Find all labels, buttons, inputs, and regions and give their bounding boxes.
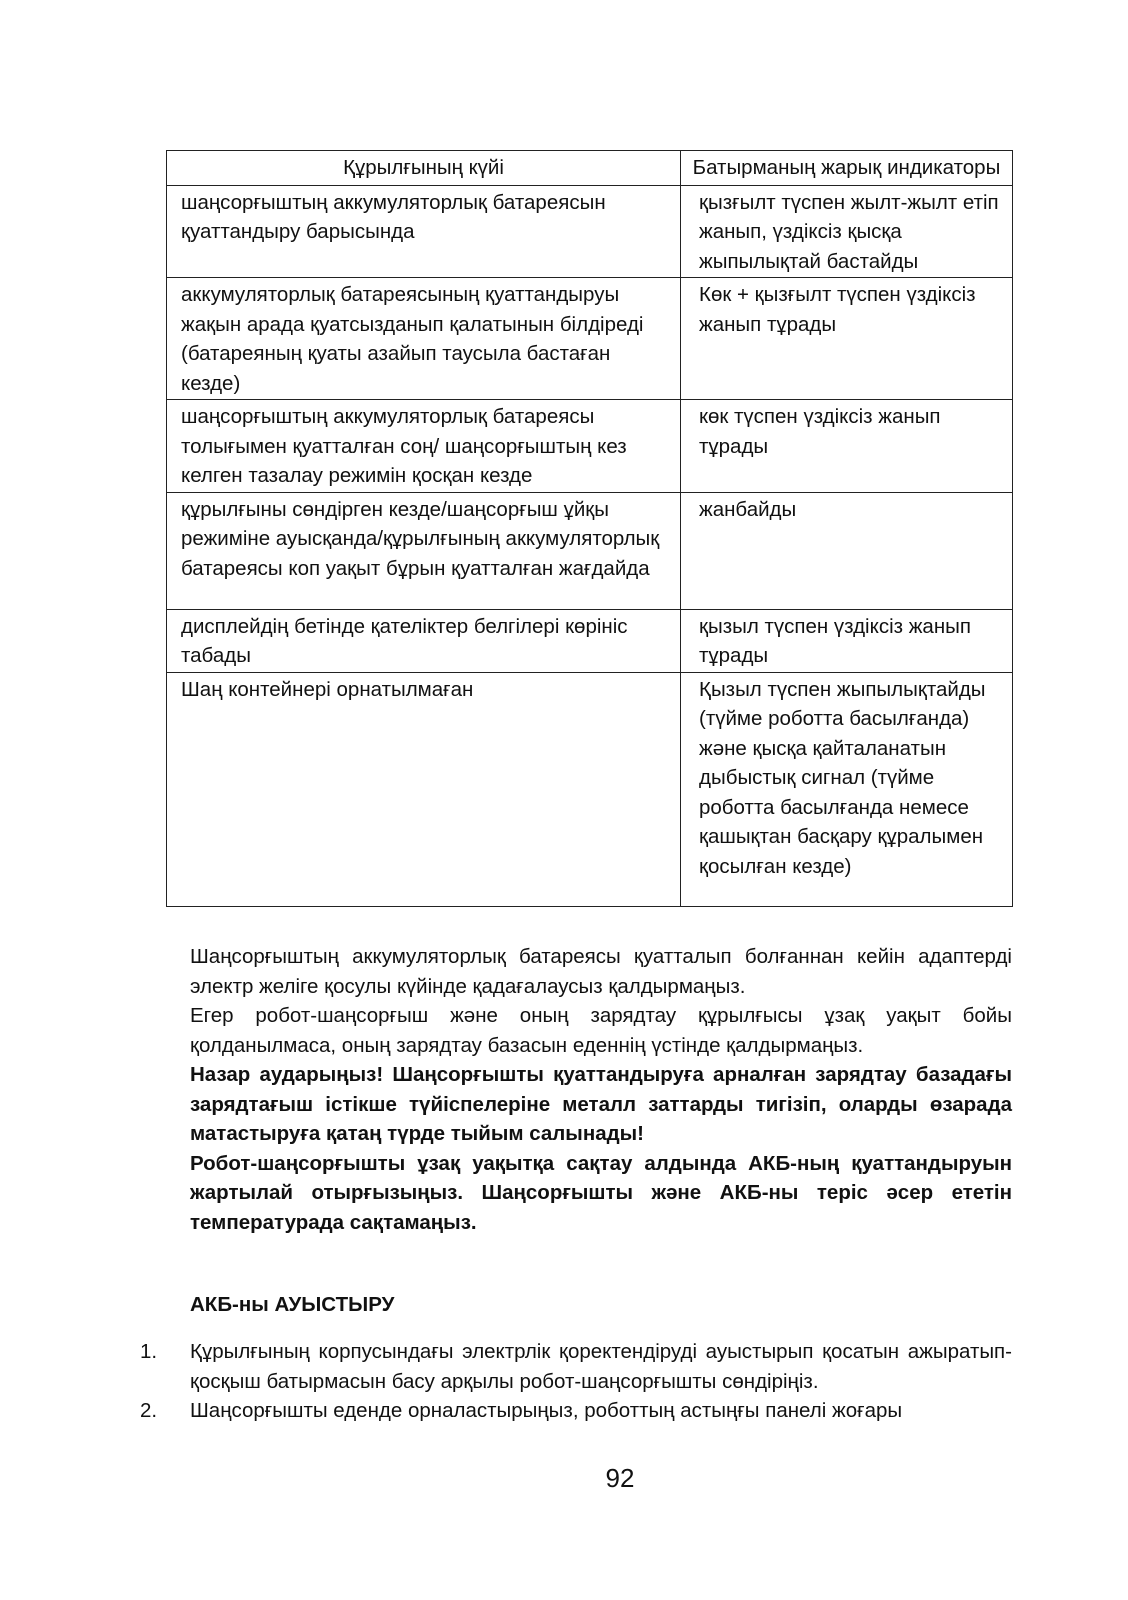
- table-cell-state: шаңсорғыштың аккумуляторлық батареясын қуаттандыру барысында: [167, 185, 681, 278]
- warning-paragraph: Назар аударыңыз! Шаңсорғышты қуаттандыруға арналған зарядтау базадағы зарядтағыш істікше түйіспелеріне металл заттарды тигізіп, оларды өзарада матастыруға қатаң түрде тыйым салынады!: [190, 1063, 1012, 1145]
- list-item: [130, 1396, 1012, 1426]
- notes-section: [190, 942, 1012, 1237]
- list-item-number: 2.: [140, 1399, 158, 1422]
- table-row: [167, 609, 1013, 672]
- table-header-state: Құрылғының күйі: [167, 151, 681, 186]
- list-item-text: Құрылғының корпусындағы электрлік қоректендіруді ауыстырып қосатын ажыратып-қосқыш батырмасын басу арқылы робот-шаңсорғышты сөндіріңіз.: [190, 1340, 1012, 1393]
- table-cell-indicator: көк түспен үздіксіз жанып тұрады: [681, 400, 1013, 493]
- list-item-number: 1.: [140, 1340, 158, 1363]
- table-header-row: [167, 151, 1013, 186]
- table-row: [167, 400, 1013, 493]
- table-cell-state: дисплейдің бетінде қателіктер белгілері көрініс табады: [167, 609, 681, 672]
- table-cell-indicator: қызыл түспен үздіксіз жанып тұрады: [681, 609, 1013, 672]
- table-cell-indicator: Қызыл түспен жыпылықтайды (түйме роботта басылғанда) және қысқа қайталанатын дыбыстық сигнал (түйме роботта басылғанда немесе қашықтан басқару құралымен қосылған кезде): [681, 672, 1013, 906]
- table-row: [167, 672, 1013, 906]
- table-header-indicator: Батырманың жарық индикаторы: [681, 151, 1013, 186]
- table-row: [167, 492, 1013, 609]
- table-cell-state: аккумуляторлық батареясының қуаттандыруы жақын арада қуатсызданып қалатынын білдіреді (батареяның қуаты азайып таусыла бастаған кезде): [167, 278, 681, 400]
- table-row: [167, 185, 1013, 278]
- list-item-text: Шаңсорғышты еденде орналастырыңыз, роботтың астыңғы панелі жоғары: [190, 1399, 903, 1422]
- table-cell-state: шаңсорғыштың аккумуляторлық батареясы толығымен қуатталған соң/ шаңсорғыштың кез келген тазалау режимін қосқан кезде: [167, 400, 681, 493]
- note-paragraph: Егер робот-шаңсорғыш және оның зарядтау құрылғысы ұзақ уақыт бойы қолданылмаса, оның зарядтау базасын еденнің үстінде қалдырмаңыз.: [190, 1004, 1012, 1057]
- table-cell-indicator: Көк + қызғылт түспен үздіксіз жанып тұрады: [681, 278, 1013, 400]
- indicator-table: [166, 150, 1013, 907]
- steps-list: [130, 1337, 1012, 1426]
- page-number: 92: [605, 1463, 635, 1493]
- warning-paragraph: Робот-шаңсорғышты ұзақ уақытқа сақтау алдында АКБ-ның қуаттандыруын жартылай отырғызыңыз. Шаңсорғышты және АКБ-ны теріс әсер ететін температурада сақтамаңыз.: [190, 1151, 1012, 1234]
- table-cell-state: құрылғыны сөндірген кезде/шаңсорғыш ұйқы режиміне ауысқанда/құрылғының аккумуляторлық батареясы коп уақыт бұрын қуатталған жағдайда: [167, 492, 681, 609]
- list-item: [130, 1337, 1012, 1396]
- table-row: [167, 278, 1013, 400]
- table-cell-state: Шаң контейнері орнатылмаған: [167, 672, 681, 906]
- note-paragraph: Шаңсорғыштың аккумуляторлық батареясы қуатталып болғаннан кейін адаптерді электр желіге қосулы күйінде қадағалаусыз қалдырмаңыз.: [190, 945, 1012, 998]
- table-cell-indicator: жанбайды: [681, 492, 1013, 609]
- section-heading: АКБ-ны АУЫСТЫРУ: [190, 1293, 395, 1316]
- table-cell-indicator: қызғылт түспен жылт-жылт етіп жанып, үздіксіз қысқа жыпылықтай бастайды: [681, 185, 1013, 278]
